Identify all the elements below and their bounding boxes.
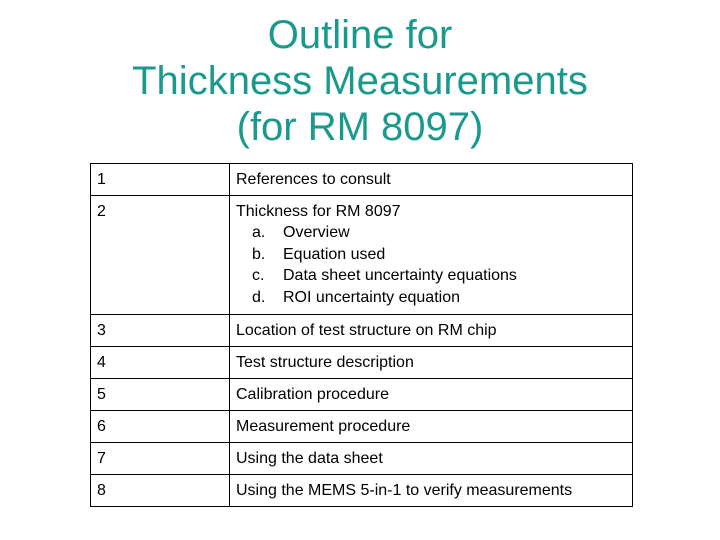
title-line-3: (for RM 8097) <box>236 105 484 149</box>
sub-item <box>252 287 626 309</box>
row-number: 5 <box>91 379 230 411</box>
outline-row <box>91 475 633 507</box>
outline-row <box>91 443 633 475</box>
sub-item-letter: d. <box>252 288 266 306</box>
slide-title <box>0 12 720 150</box>
sub-list <box>236 222 626 308</box>
row-text: Thickness for RM 8097 <box>236 203 401 220</box>
sub-item-text: Data sheet uncertainty equations <box>283 267 517 284</box>
outline-row <box>91 315 633 347</box>
row-number: 8 <box>91 475 230 507</box>
row-text: Measurement procedure <box>230 411 633 443</box>
outline-row <box>91 164 633 196</box>
outline-row <box>91 379 633 411</box>
sub-item-letter: b. <box>252 245 266 263</box>
row-text: Using the data sheet <box>230 443 633 475</box>
title-line-2: Thickness Measurements <box>132 59 588 103</box>
row-text-cell <box>230 196 633 315</box>
sub-item <box>252 244 626 266</box>
row-number: 6 <box>91 411 230 443</box>
outline-row <box>91 196 633 315</box>
row-number: 1 <box>91 164 230 196</box>
row-text: Calibration procedure <box>230 379 633 411</box>
title-line-1: Outline for <box>267 13 453 57</box>
row-number: 7 <box>91 443 230 475</box>
row-text: Using the MEMS 5-in-1 to verify measurements <box>230 475 633 507</box>
sub-item-letter: c. <box>252 267 265 284</box>
outline-row <box>91 347 633 379</box>
row-text: Location of test structure on RM chip <box>230 315 633 347</box>
outline-table <box>90 163 633 507</box>
row-number: 4 <box>91 347 230 379</box>
row-number: 3 <box>91 315 230 347</box>
row-text: Test structure description <box>230 347 633 379</box>
sub-item-text: Overview <box>283 224 350 241</box>
sub-item-text: Equation used <box>283 245 386 263</box>
sub-item <box>252 222 626 244</box>
sub-item-letter: a. <box>252 224 266 241</box>
row-text: References to consult <box>230 164 633 196</box>
sub-item <box>252 265 626 287</box>
sub-item-text: ROI uncertainty equation <box>283 288 460 306</box>
row-number: 2 <box>91 196 230 315</box>
outline-row <box>91 411 633 443</box>
